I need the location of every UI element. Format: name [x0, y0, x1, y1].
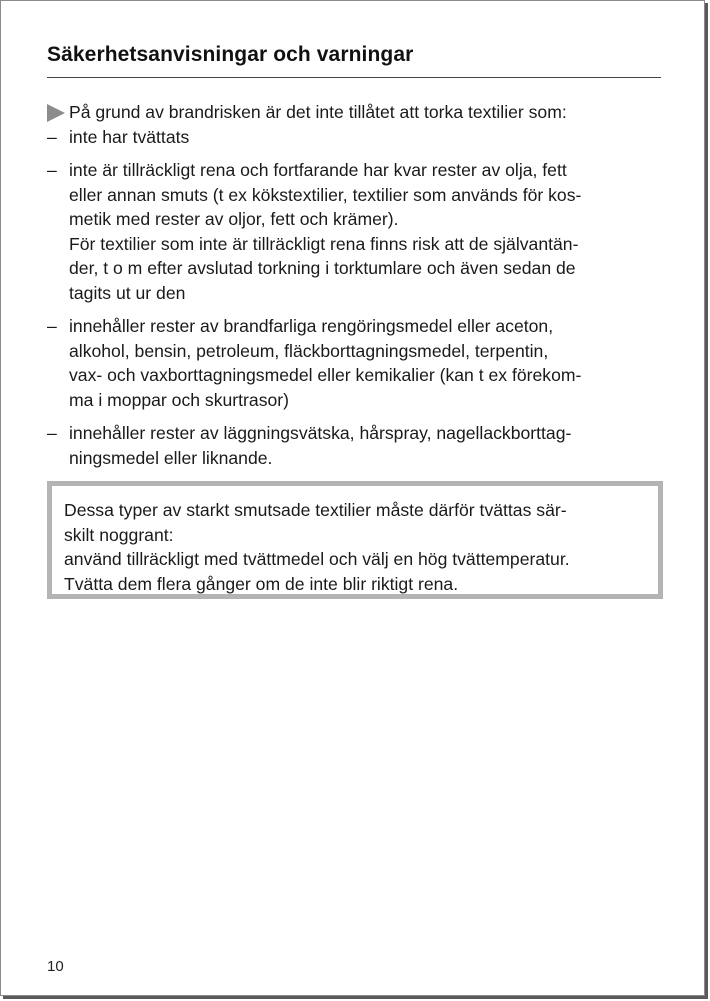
- list-item: [47, 125, 661, 150]
- title-divider: [47, 77, 661, 78]
- note-line: Dessa typer av starkt smutsade textilier måste därför tvättas sär-: [64, 500, 567, 520]
- item-line: metik med rester av oljor, fett och krämer).: [69, 209, 399, 229]
- bullet-dash: –: [47, 160, 57, 180]
- note-line: skilt noggrant:: [64, 524, 174, 545]
- page-number: 10: [47, 958, 64, 975]
- item-line: ma i moppar och skurtrasor): [69, 389, 289, 410]
- intro-text: På grund av brandrisken är det inte tillåtet att torka textilier som:: [69, 102, 567, 122]
- bullet-dash: –: [47, 126, 57, 147]
- bullet-dash: –: [47, 423, 57, 443]
- note-line: Tvätta dem flera gånger om de inte blir riktigt rena.: [64, 573, 459, 594]
- list-item: [47, 314, 661, 412]
- item-line: alkohol, bensin, petroleum, fläckborttagningsmedel, terpentin,: [69, 340, 549, 361]
- note-box: [47, 481, 663, 599]
- list-item: [47, 158, 661, 305]
- item-line: inte är tillräckligt rena och fortfarande har kvar rester av olja, fett: [69, 160, 567, 180]
- item-line: innehåller rester av läggningsvätska, hårspray, nagellackborttag-: [69, 423, 572, 443]
- warning-section: [47, 100, 661, 470]
- item-line: innehåller rester av brandfarliga rengöringsmedel eller aceton,: [69, 316, 554, 336]
- bullet-dash: –: [47, 316, 57, 336]
- item-line: der, t o m efter avslutad torkning i torktumlare och även sedan de: [69, 258, 576, 278]
- note-text: [64, 498, 646, 596]
- triangle-right-icon: [47, 104, 65, 122]
- item-line: ningsmedel eller liknande.: [69, 447, 273, 468]
- warning-list: [47, 125, 661, 471]
- page-title: Säkerhetsanvisningar och varningar: [47, 43, 414, 66]
- item-line: eller annan smuts (t ex kökstextilier, textilier som används för kos-: [69, 184, 582, 205]
- item-line: vax- och vaxborttagningsmedel eller kemikalier (kan t ex förekom-: [69, 365, 582, 385]
- item-line: För textilier som inte är tillräckligt rena finns risk att de självantän-: [69, 233, 579, 254]
- item-line: inte har tvättats: [69, 126, 190, 147]
- item-line: tagits ut ur den: [69, 282, 186, 303]
- warning-intro: [47, 100, 661, 125]
- note-line: använd tillräckligt med tvättmedel och välj en hög tvättemperatur.: [64, 549, 570, 569]
- list-item: [47, 421, 661, 470]
